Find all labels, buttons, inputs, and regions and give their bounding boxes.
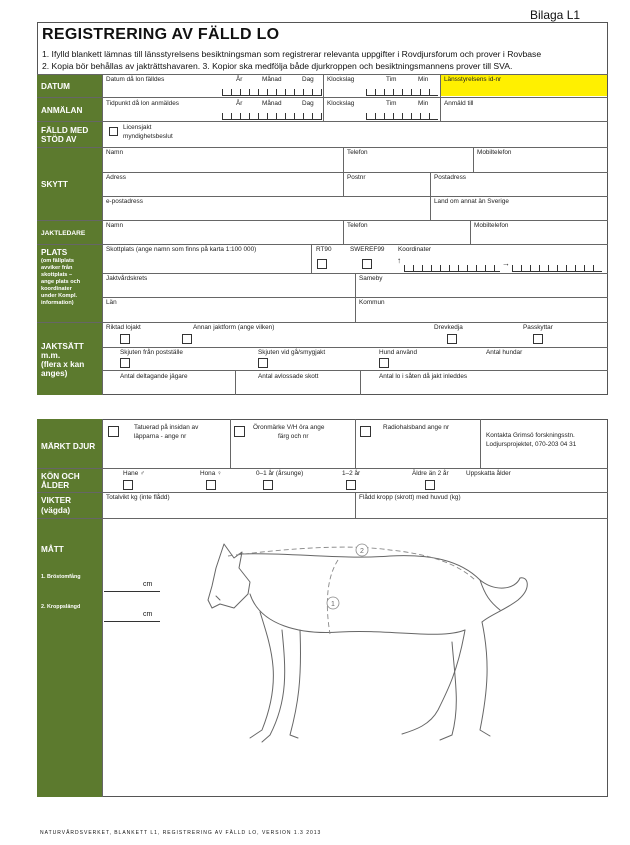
field-kontakta-2: Lodjursprojektet, 070-203 04 31 [486,441,577,448]
field-drevkedja: Drevkedja [434,324,463,331]
field-tim-2: Tim [386,100,397,107]
field-kommun[interactable]: Kommun [359,299,385,306]
field-tatuerad-2: läpparna - ange nr [134,433,187,440]
field-lan[interactable]: Län [106,299,117,306]
label-vikter-1: VIKTER [41,496,72,505]
brostomfang-line[interactable] [104,591,160,592]
label-markt-djur: MÄRKT DJUR [41,442,96,451]
plats-sub-2: avviker från [41,265,73,271]
field-antal-jagare[interactable]: Antal deltagande jägare [120,373,188,380]
oronmarke-checkbox[interactable] [234,426,245,437]
field-sameby[interactable]: Sameby [359,275,383,282]
marker-1: 1 [331,601,335,608]
skytt-namn[interactable]: Namn [106,149,124,156]
marker-2: 2 [360,548,364,555]
time-boxes-1[interactable] [366,89,438,96]
skytt-postnr[interactable]: Postnr [347,174,366,181]
label-anmalan: ANMÄLAN [41,106,83,115]
label-kon-1: KÖN OCH [41,472,80,481]
field-oronmarke-1: Öronmärke V/H öra ange [253,424,325,431]
label-vikter-2: (vägda) [41,506,71,515]
footer: NATURVÅRDSVERKET, BLANKETT L1, REGISTRERING AV FÄLLD LO, VERSION 1.3 2013 [40,830,322,836]
plats-sub-6: under Kompl. [41,293,78,299]
field-antal-lo[interactable]: Antal lo i såten då jakt inleddes [379,373,468,380]
brostomfang-cm: cm [143,581,153,588]
rt90-checkbox[interactable] [317,259,327,269]
jaktledare-mobiltelefon[interactable]: Mobiltelefon [474,222,509,229]
annan-jaktform-checkbox[interactable] [182,334,192,344]
poststalle-checkbox[interactable] [120,358,130,368]
field-aldre-an-2: Äldre än 2 år [412,470,449,477]
tatuerad-checkbox[interactable] [108,426,119,437]
hona-checkbox[interactable] [206,480,216,490]
label-jaktsatt-4: anges) [41,369,68,378]
plats-sub-3: skottplats – [41,272,73,278]
riktad-lojakt-checkbox[interactable] [120,334,130,344]
label-falld-1: FÄLLD MED [41,126,89,135]
kroppslangd-cm: cm [143,611,153,618]
label-plats: PLATS [41,248,68,257]
plats-sub-1: (om fällplats [41,258,74,264]
field-min-1: Min [418,76,429,83]
ar-1-2-checkbox[interactable] [346,480,356,490]
label-datum: DATUM [41,82,70,91]
field-oronmarke-2: färg och nr [278,433,309,440]
coordinate-boxes-1[interactable] [404,265,500,272]
intro-line-2: 2. Kopia bör behållas av jakträttshavaren. 3. Kopior ska medfölja både djurkroppen och besiktningsmannens prover till SVA. [42,61,513,71]
field-tatuerad-1: Tatuerad på insidan av [134,424,199,431]
jaktledare-namn[interactable]: Namn [106,222,124,229]
date-boxes-1[interactable] [222,89,322,96]
label-falld-2: STÖD AV [41,135,77,144]
intro-line-1: 1. Ifylld blankett lämnas till länsstyrelsens besiktningsman som registrerar relevanta uppgifter i Rovdjursforum och prover i Rovbase [42,49,542,59]
field-sweref99: SWEREF99 [350,246,385,253]
arrow-up-icon: ↑ [397,256,401,265]
field-skottplats[interactable]: Skottplats (ange namn som finns på karta 1:100 000) [106,246,257,253]
ar-0-1-checkbox[interactable] [263,480,273,490]
jaktledare-telefon[interactable]: Telefon [347,222,368,229]
skytt-land[interactable]: Land om annat än Sverige [434,198,509,205]
field-dag-1: Dag [302,76,314,83]
field-klockslag-2: Klockslag [327,100,355,107]
sweref99-checkbox[interactable] [362,259,372,269]
plats-sub-7: information) [41,300,74,306]
field-hona: Hona ♀ [200,470,222,477]
plats-sub-4: ange plats och [41,279,81,285]
field-manad-2: Månad [262,100,282,107]
field-kontakta-1: Kontakta Grimsö forskningsstn. [486,432,575,439]
label-jaktsatt-2: m.m. [41,351,61,360]
field-min-2: Min [418,100,429,107]
field-skjuten-smygjakt: Skjuten vid gå/smygjakt [258,349,326,356]
label-kon-2: ÅLDER [41,481,70,490]
label-jaktledare: JAKTLEDARE [41,230,86,237]
field-totalvikt[interactable]: Totalvikt kg (inte flådd) [106,494,170,501]
label-matt-2: 2. Kroppslängd [41,604,81,610]
bilaga-label: Bilaga L1 [530,8,581,22]
field-licensjakt: Licensjakt [123,124,152,131]
form-title: REGISTRERING AV FÄLLD LO [42,26,280,43]
aldre-checkbox[interactable] [425,480,435,490]
field-anmald-till: Anmäld till [444,100,474,107]
smygjakt-checkbox[interactable] [258,358,268,368]
field-hane: Hane ♂ [123,470,145,477]
field-klockslag-1: Klockslag [327,76,355,83]
field-skjuten-poststalle: Skjuten från postställe [120,349,183,356]
skytt-postadress[interactable]: Postadress [434,174,466,181]
field-ar-1: År [236,76,243,83]
label-matt: MÅTT [41,545,64,554]
marker-2-icon [356,544,368,556]
time-boxes-2[interactable] [366,113,438,120]
field-lansstyrelsens-id: Länsstyrelsens id-nr [444,76,502,83]
field-hund-anvand: Hund använd [379,349,418,356]
field-myndighetsbeslut: myndighetsbeslut [123,133,173,140]
label-jaktsatt-1: JAKTSÄTT [41,342,84,351]
field-ar-0-1: 0–1 år (årsunge) [256,470,304,477]
drevkedja-checkbox[interactable] [447,334,457,344]
skytt-telefon[interactable]: Telefon [347,149,368,156]
coordinate-boxes-2[interactable] [512,265,602,272]
field-antal-hundar[interactable]: Antal hundar [486,349,523,356]
lynx-drawing [190,530,540,775]
field-tim-1: Tim [386,76,397,83]
skytt-mobiltelefon[interactable]: Mobiltelefon [477,149,512,156]
field-annan-jaktform: Annan jaktform (ange vilken) [193,324,275,331]
field-radiohalsband: Radiohalsband ange nr [383,424,450,431]
field-rt90: RT90 [316,246,332,253]
plats-sub-5: koordinater [41,286,72,292]
label-jaktsatt-3: (flera x kan [41,360,85,369]
skytt-epostadress[interactable]: e-postadress [106,198,143,205]
field-antal-skott[interactable]: Antal avlossade skott [258,373,319,380]
field-koordinater: Koordinater [398,246,432,253]
field-dag-2: Dag [302,100,314,107]
field-fladd-kropp[interactable]: Flådd kropp (skrott) med huvud (kg) [359,494,461,501]
hane-checkbox[interactable] [123,480,133,490]
passkyttar-checkbox[interactable] [533,334,543,344]
licensjakt-checkbox[interactable] [109,127,118,136]
label-skytt: SKYTT [41,180,68,189]
skytt-adress[interactable]: Adress [106,174,126,181]
arrow-right-icon: → [502,259,510,268]
field-passkyttar: Passkyttar [523,324,553,331]
field-riktad-lojakt: Riktad lojakt [106,324,141,331]
radiohalsband-checkbox[interactable] [360,426,371,437]
field-ar-2: År [236,100,243,107]
date-boxes-2[interactable] [222,113,322,120]
field-datum-falld: Datum då lon fälldes [106,76,165,83]
field-ar-1-2: 1–2 år [342,470,361,477]
field-tidpunkt-anmaldes: Tidpunkt då lon anmäldes [106,100,179,107]
label-matt-1: 1. Bröstomfång [41,574,81,580]
marker-1-icon [327,597,339,609]
hund-checkbox[interactable] [379,358,389,368]
field-jaktvardskrets[interactable]: Jaktvårdskrets [106,275,148,282]
field-uppskatta-alder[interactable]: Uppskatta ålder [466,470,511,477]
field-manad-1: Månad [262,76,282,83]
kroppslangd-line[interactable] [104,621,160,622]
